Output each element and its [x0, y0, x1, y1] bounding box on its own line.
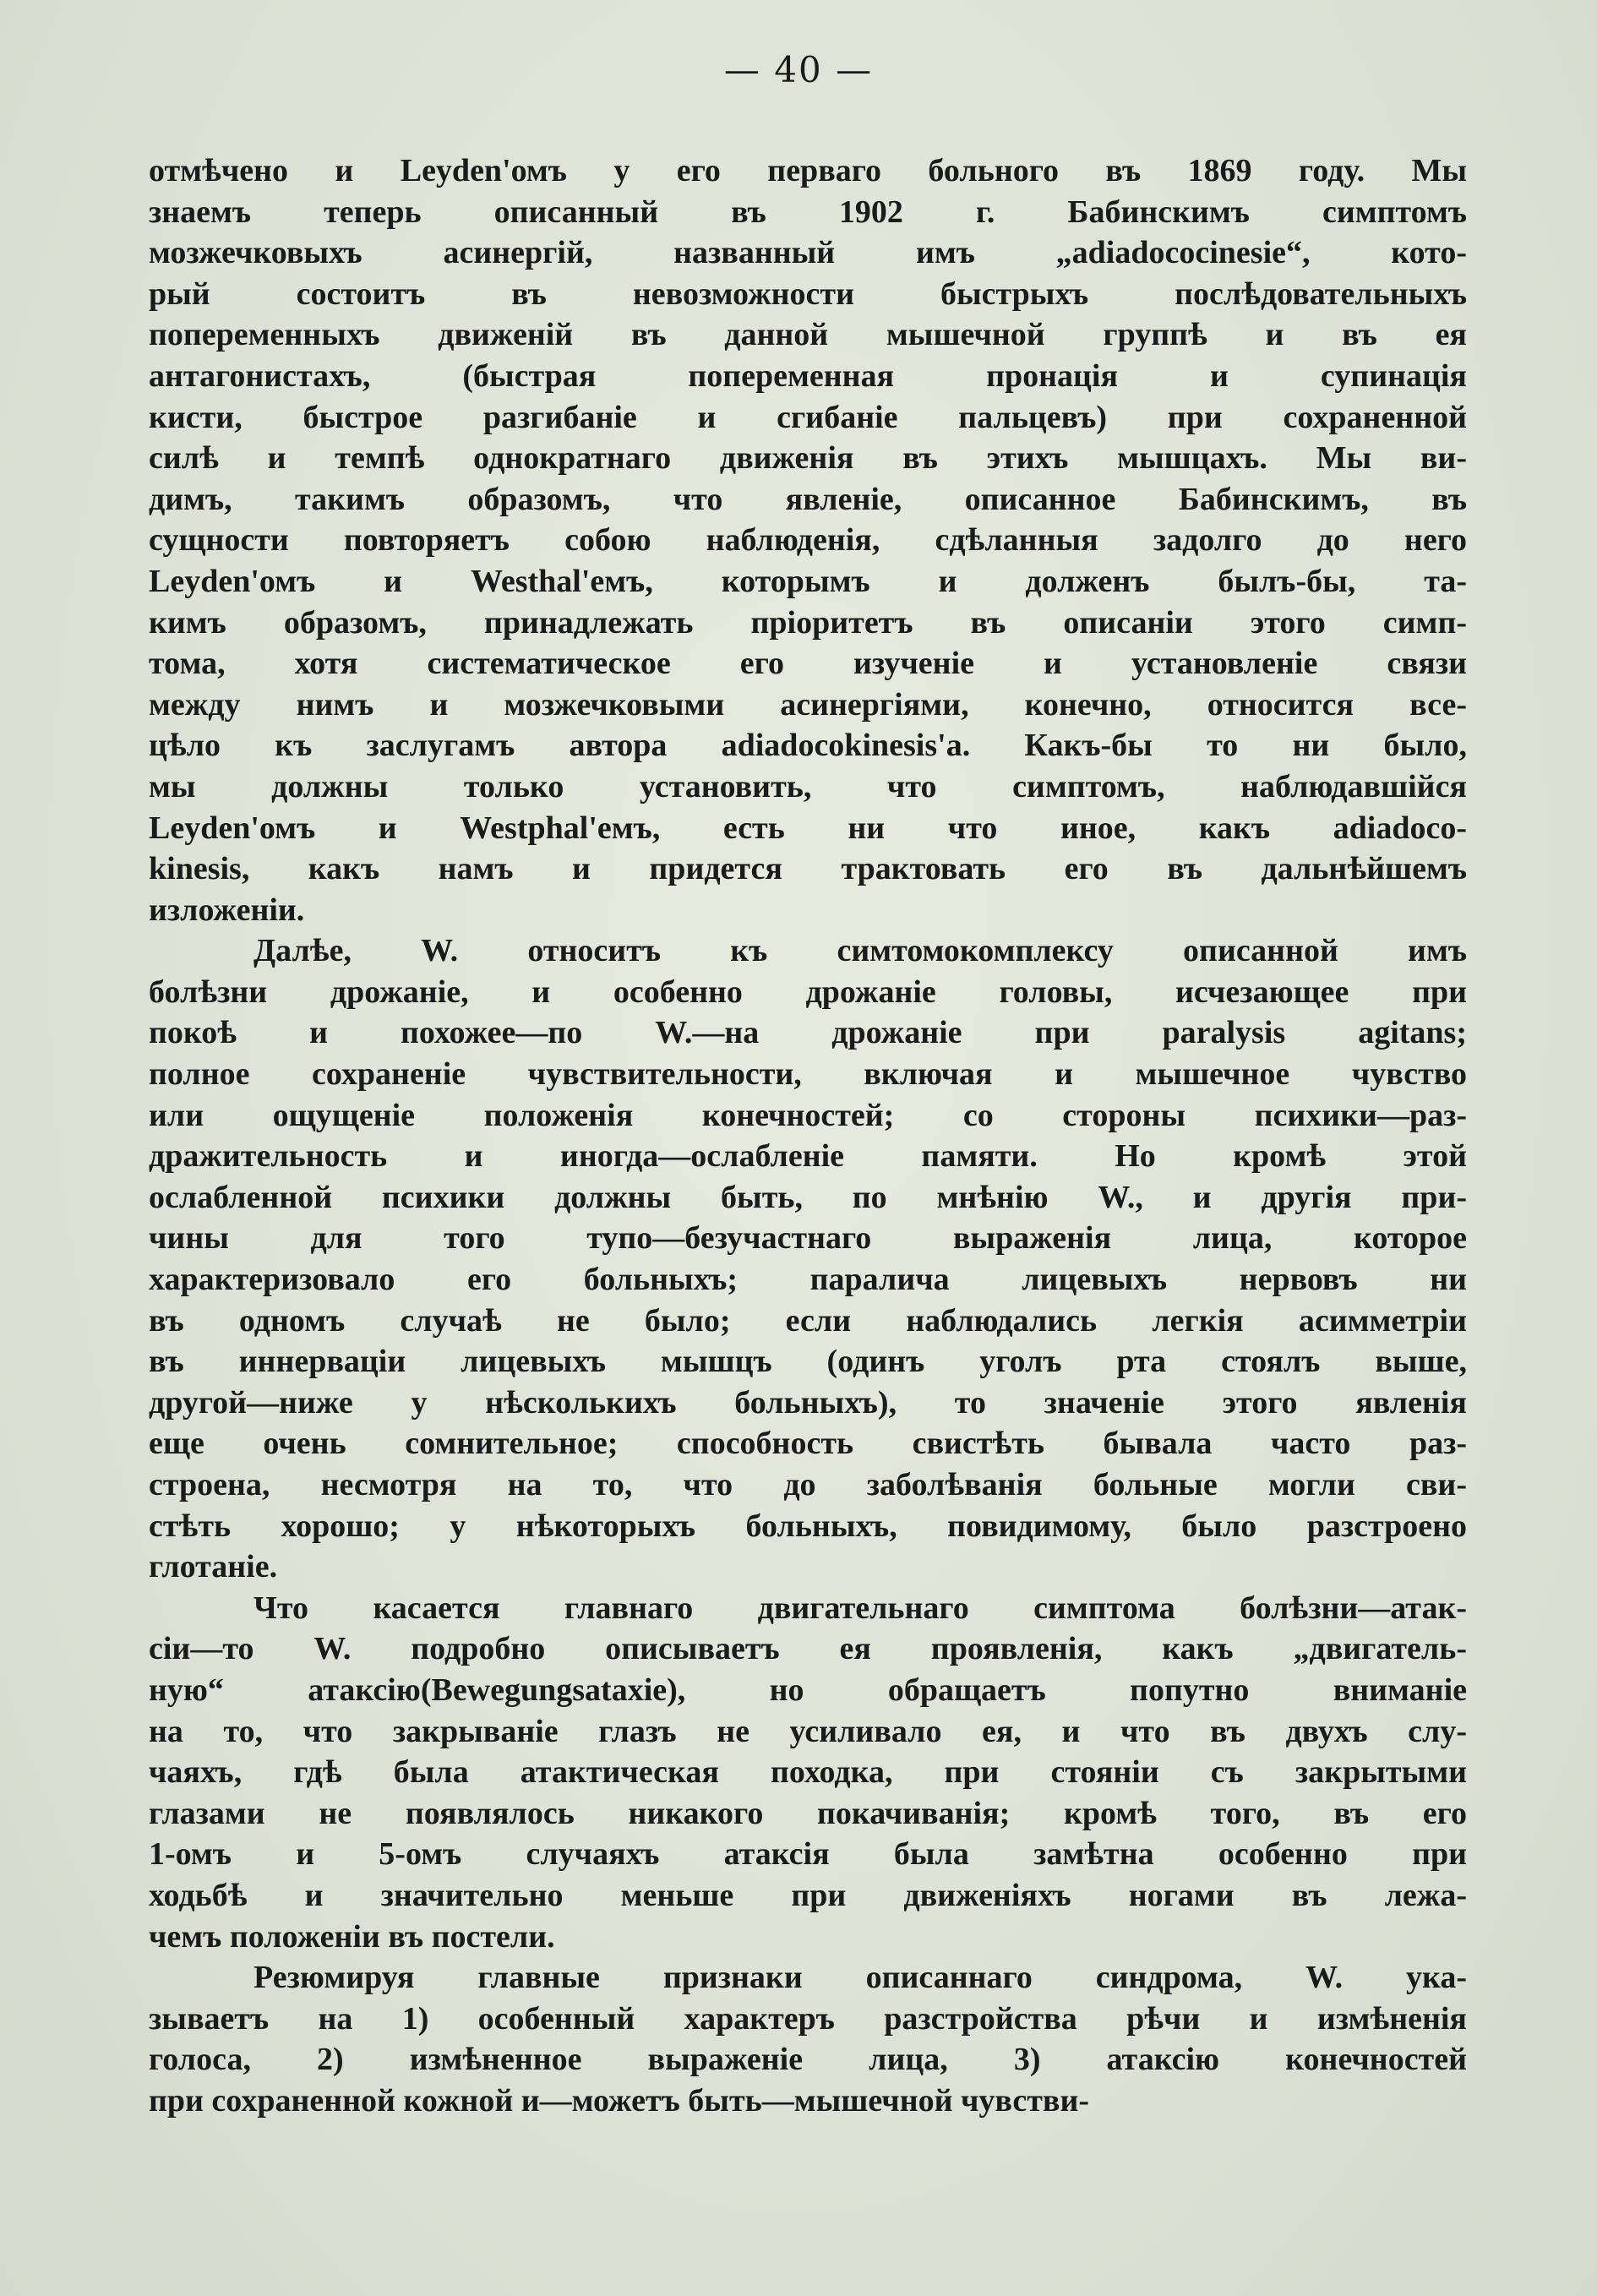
- text-line: рый состоитъ въ невозможности быстрыхъ послѣдовательныхъ: [149, 275, 1467, 312]
- text-line: зываетъ на 1) особенный характеръ разстройства рѣчи и измѣненія: [149, 2000, 1467, 2037]
- text-line: стѣть хорошо; у нѣкоторыхъ больныхъ, повидимому, было разстроено: [149, 1508, 1467, 1544]
- text-line: ную“ атаксію(Bewegungsataxie), но обращаетъ попутно вниманіе: [149, 1672, 1467, 1708]
- text-line: цѣло къ заслугамъ автора adiadocokinesis'a. Какъ-бы то ни было,: [149, 728, 1467, 764]
- text-line: полное сохраненіе чувствительности, включая и мышечное чувство: [149, 1056, 1467, 1093]
- text-line: или ощущеніе положенія конечностей; со стороны психики—раз-: [149, 1097, 1467, 1133]
- text-line: 1-омъ и 5-омъ случаяхъ атаксія была замѣтна особенно при: [149, 1836, 1467, 1873]
- text-line: голоса, 2) измѣненное выраженіе лица, 3) атаксію конечностей: [149, 2042, 1467, 2078]
- text-line: Резюмируя главные признаки описаннаго синдрома, W. ука-: [253, 1960, 1467, 1996]
- text-line: сіи—то W. подробно описываетъ ея проявленія, какъ „двигатель-: [149, 1631, 1467, 1667]
- text-line: димъ, такимъ образомъ, что явленіе, описанное Бабинскимъ, въ: [149, 481, 1467, 517]
- text-line: дражительность и иногда—ослабленіе памяти. Но кромѣ этой: [149, 1138, 1467, 1175]
- text-line: сущности повторяетъ собою наблюденія, сдѣланныя задолго до него: [149, 522, 1467, 559]
- page-number: — 40 —: [723, 49, 874, 90]
- paragraph: [149, 1957, 1467, 2121]
- text-line: глазами не появлялось никакого покачиванія; кромѣ того, въ его: [149, 1795, 1467, 1831]
- text-line: въ иннерваціи лицевыхъ мышцъ (одинъ уголъ рта стоялъ выше,: [149, 1344, 1467, 1380]
- paragraph: [149, 930, 1467, 1588]
- text-line: чемъ положеніи въ постели.: [149, 1918, 555, 1955]
- text-line: тома, хотя систематическое его изученіе и установленіе связи: [149, 646, 1467, 682]
- text-line: изложеніи.: [149, 892, 305, 928]
- text-line: кисти, быстрое разгибаніе и сгибаніе пальцевъ) при сохраненной: [149, 399, 1467, 435]
- text-line: при сохраненной кожной и—можетъ быть—мышечной чувстви-: [149, 2082, 1090, 2119]
- text-line: антагонистахъ, (быстрая попеременная пронація и супинація: [149, 357, 1467, 394]
- text-line: ходьбѣ и значительно меньше при движеніяхъ ногами въ лежа-: [149, 1877, 1467, 1913]
- text-line: между нимъ и мозжечковыми асинергіями, конечно, относится все-: [149, 686, 1467, 723]
- text-line: кимъ образомъ, принадлежать пріоритетъ въ описаніи этого симп-: [149, 604, 1467, 641]
- text-line: болѣзни дрожаніе, и особенно дрожаніе головы, исчезающее при: [149, 973, 1467, 1010]
- text-line: въ одномъ случаѣ не было; если наблюдались легкія асимметріи: [149, 1302, 1467, 1339]
- text-line: Leyden'омъ и Westphal'емъ, есть ни что иное, какъ adiadoco-: [149, 810, 1467, 846]
- text-line: строена, несмотря на то, что до заболѣванія больные могли сви-: [149, 1467, 1467, 1502]
- text-line: на то, что закрываніе глазъ не усиливало ея, и что въ двухъ слу-: [149, 1713, 1467, 1749]
- text-line: kinesis, какъ намъ и придется трактовать его въ дальнѣйшемъ: [149, 851, 1467, 887]
- text-line: Что касается главнаго двигательнаго симптома болѣзни—атак-: [253, 1590, 1467, 1626]
- text-line: мы должны только установить, что симптомъ, наблюдавшійся: [149, 768, 1467, 804]
- text-line: силѣ и темпѣ однократнаго движенія въ этихъ мышцахъ. Мы ви-: [149, 440, 1467, 477]
- paragraph: [149, 150, 1467, 930]
- text-line: другой—ниже у нѣсколькихъ больныхъ), то значеніе этого явленія: [149, 1384, 1467, 1421]
- text-line: знаемъ теперь описанный въ 1902 г. Бабинскимъ симптомъ: [149, 194, 1467, 230]
- text-line: еще очень сомнительное; способность свистѣть бывала часто раз-: [149, 1426, 1467, 1462]
- text-line: мозжечковыхъ асинергій, названный имъ „adiadococinesie“, кото-: [149, 235, 1467, 271]
- text-line: покоѣ и похожее—по W.—на дрожаніе при paralysis agitans;: [149, 1015, 1467, 1051]
- text-line: глотаніе.: [149, 1549, 278, 1585]
- paragraph: [149, 1588, 1467, 1957]
- text-line: Leyden'омъ и Westhal'емъ, которымъ и долженъ былъ-бы, та-: [149, 563, 1467, 599]
- text-line: попеременныхъ движеній въ данной мышечной группѣ и въ ея: [149, 317, 1467, 353]
- text-line: чаяхъ, гдѣ была атактическая походка, при стояніи съ закрытыми: [149, 1754, 1467, 1791]
- text-line: чины для того тупо—безучастнаго выраженія лица, которое: [149, 1220, 1467, 1257]
- text-line: Далѣе, W. относитъ къ симтомокомплексу описанной имъ: [253, 933, 1467, 969]
- text-line: характеризовало его больныхъ; паралича лицевыхъ нервовъ ни: [149, 1262, 1467, 1298]
- body-text: [149, 150, 1467, 2122]
- text-line: отмѣчено и Leyden'омъ у его перваго больного въ 1869 году. Мы: [149, 153, 1467, 188]
- text-line: ослабленной психики должны быть, по мнѣнію W., и другія при-: [149, 1179, 1467, 1215]
